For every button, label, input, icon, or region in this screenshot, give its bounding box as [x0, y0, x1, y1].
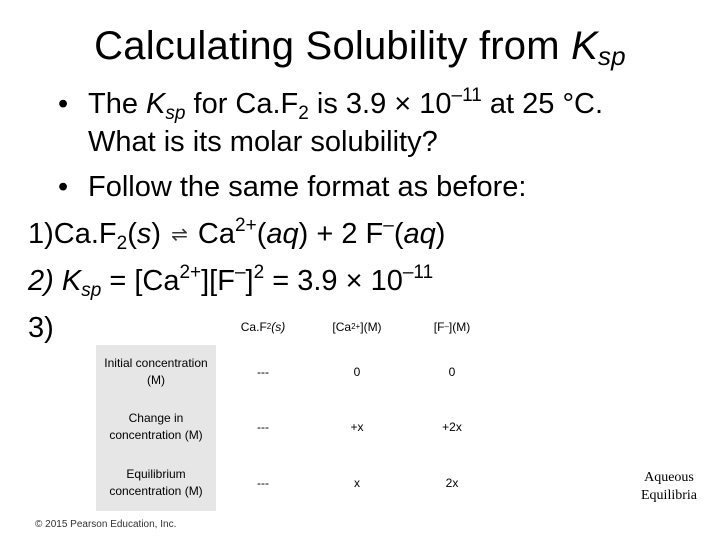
text: for Ca.F — [185, 88, 299, 120]
chapter-tag-line-2: Equilibria — [641, 488, 697, 503]
table-cell: --- — [257, 475, 269, 490]
text: 1)Ca.F — [28, 218, 117, 250]
table-cell: --- — [257, 419, 269, 434]
title-sp: sp — [597, 41, 626, 71]
text: ( — [393, 218, 404, 250]
text: ) — [435, 218, 446, 250]
charge: 2+ — [235, 215, 257, 236]
state: s — [136, 218, 152, 250]
table-cell: --- — [257, 364, 269, 379]
table-row — [96, 455, 500, 511]
state: aq — [403, 218, 436, 250]
title-text: Calculating Solubility from — [94, 24, 572, 68]
text: is 3.9 × 10 — [308, 88, 452, 120]
text: [F — [433, 319, 445, 334]
exponent: 2 — [253, 262, 265, 283]
ice-table — [96, 309, 500, 503]
text: Ca.F — [240, 319, 267, 334]
subscript: 2 — [116, 233, 128, 254]
table-cell: +x — [350, 419, 364, 434]
row-label-initial: Initial concentration (M) — [96, 345, 216, 400]
row-label-change: Change in concentration (M) — [96, 399, 216, 456]
header-ca-ion: [Ca 2+ ](M) — [310, 309, 404, 345]
k-symbol: K — [146, 88, 166, 120]
text: The — [88, 88, 147, 120]
table-row — [96, 399, 500, 455]
charge: – — [234, 262, 246, 283]
text: ](M) — [448, 319, 471, 334]
subscript: 2 — [298, 103, 309, 124]
text: ) — [151, 218, 170, 250]
text: [Ca — [332, 319, 352, 334]
sp-subscript: sp — [81, 280, 102, 301]
step-2-equation — [28, 263, 433, 299]
bullet-1-line-2: What is its molar solubility? — [88, 126, 438, 158]
bullet-1-line-1 — [58, 86, 603, 122]
chapter-tag-line-1: Aqueous — [644, 470, 694, 485]
charge: 2+ — [179, 262, 202, 283]
copyright-text: © 2015 Pearson Education, Inc. — [35, 519, 177, 530]
step-3-label: 3) — [28, 312, 54, 344]
chapter-tag — [628, 469, 710, 505]
text: ( — [127, 218, 137, 250]
table-cell: +2x — [442, 419, 462, 434]
bullet-2-text: Follow the same format as before: — [88, 171, 527, 203]
table-cell: 0 — [448, 364, 456, 379]
bullet-2 — [58, 169, 526, 205]
table-header-row — [96, 309, 500, 345]
row-label-equilibrium: Equilibrium concentration (M) — [96, 455, 216, 512]
text: ] — [245, 265, 254, 297]
table-cell: 0 — [353, 364, 361, 379]
title-k: K — [571, 24, 598, 68]
exponent: –11 — [402, 262, 434, 283]
charge: – — [383, 215, 394, 236]
text: ][F — [201, 265, 235, 297]
text: ( — [256, 218, 267, 250]
text: = 3.9 × 10 — [264, 265, 403, 297]
text: Ca — [189, 218, 236, 250]
equilibrium-arrow-icon: ⇌ — [171, 224, 188, 246]
slide-title — [0, 16, 720, 86]
text: at 25 °C. — [481, 88, 604, 120]
bullet-dot: • — [58, 88, 69, 120]
table-cell: 2x — [445, 475, 459, 490]
table-row — [96, 345, 500, 399]
exponent: –11 — [451, 85, 482, 106]
bullet-dot: • — [58, 171, 69, 203]
header-f-ion: [F – ](M) — [404, 309, 500, 345]
text: ) + 2 F — [298, 218, 384, 250]
text: = [Ca — [101, 265, 180, 297]
header-caf2: Ca.F 2 (s) — [216, 309, 310, 345]
table-cell: x — [354, 475, 360, 490]
state: aq — [266, 218, 299, 250]
text: (s) — [271, 319, 286, 334]
text: ](M) — [360, 319, 382, 334]
step-1-equation — [28, 216, 445, 253]
sp-subscript: sp — [165, 103, 186, 124]
text: 2) — [28, 265, 62, 297]
k-symbol: K — [61, 265, 82, 297]
table-corner — [96, 309, 216, 346]
